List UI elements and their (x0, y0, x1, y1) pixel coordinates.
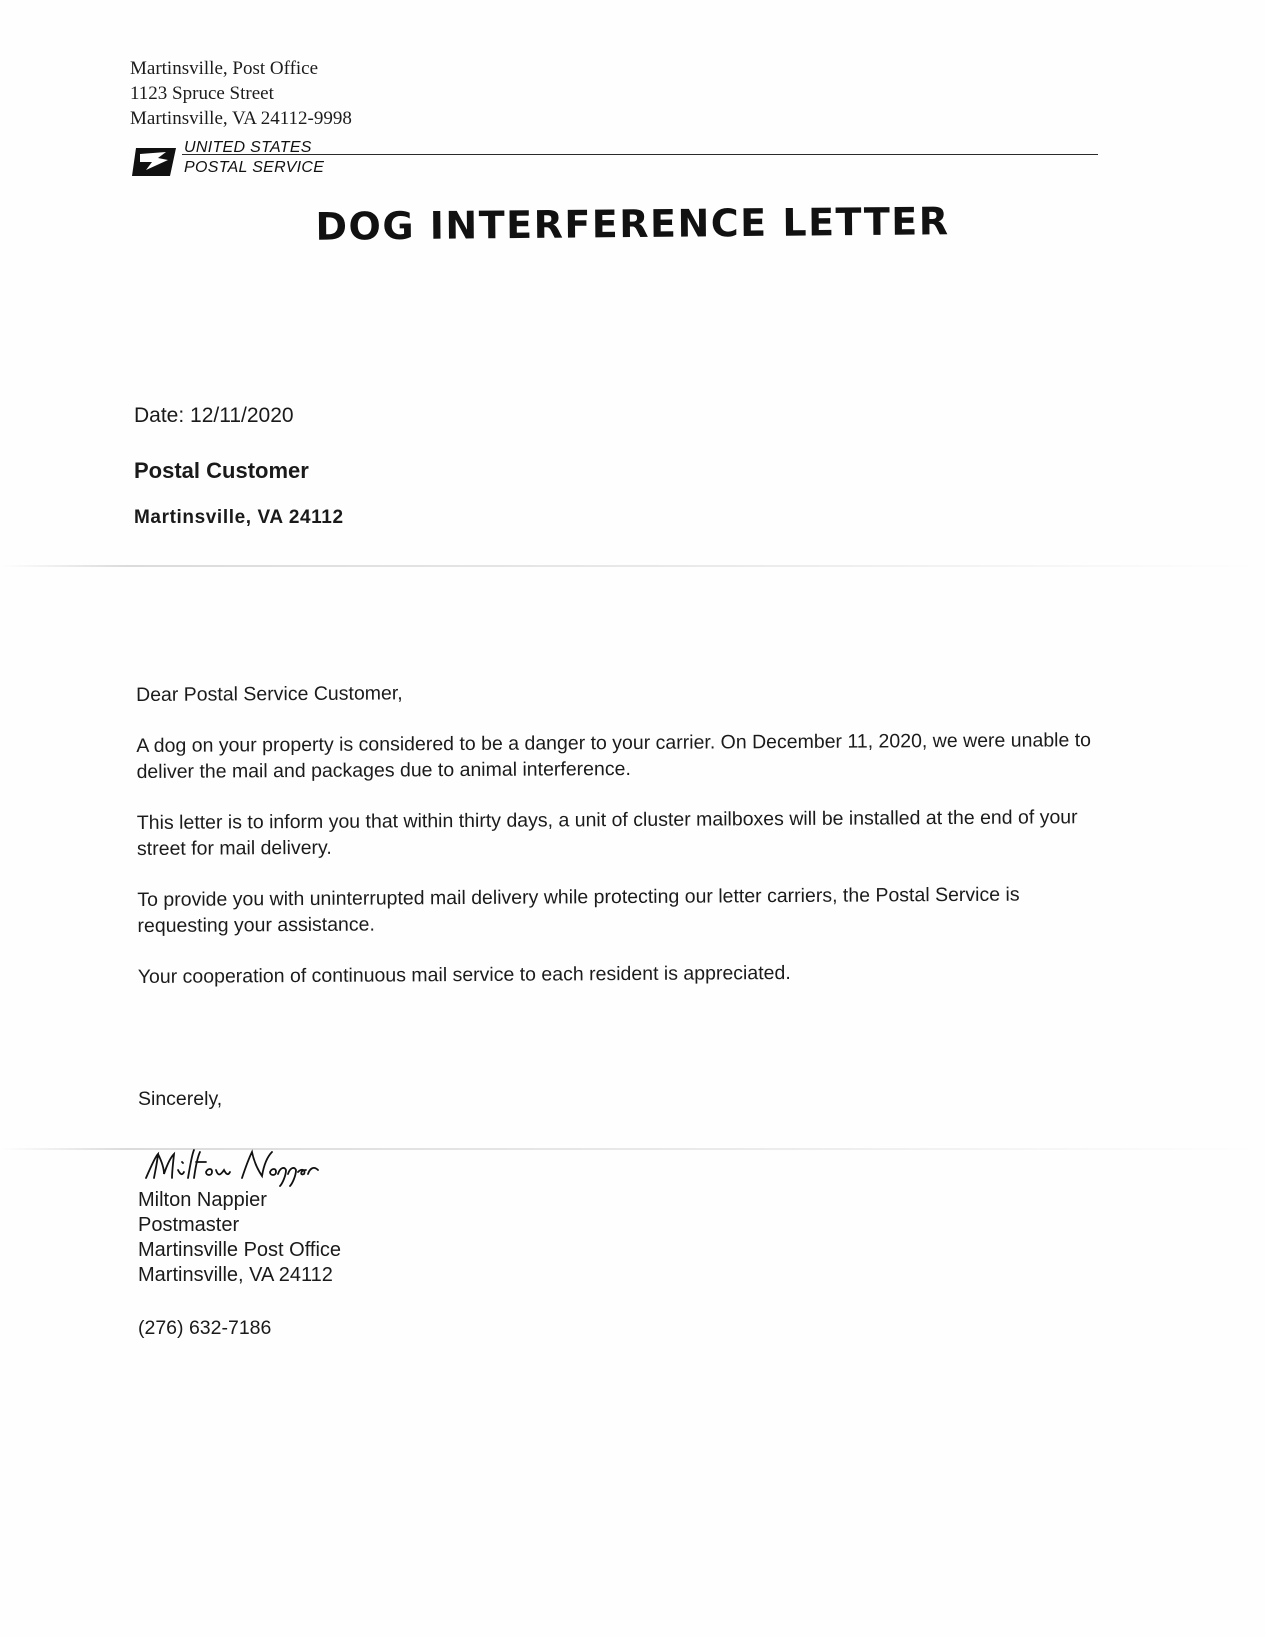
phone-number: (276) 632-7186 (138, 1317, 272, 1339)
salutation: Dear Postal Service Customer, (136, 682, 403, 706)
usps-wordmark-line: UNITED STATES (184, 139, 312, 156)
body-paragraph: Your cooperation of continuous mail service to each resident is appreciated. (137, 962, 791, 988)
usps-wordmark-line: POSTAL SERVICE (184, 159, 325, 176)
return-address-line: 1123 Spruce Street (130, 83, 274, 104)
usps-wordmark (184, 138, 324, 178)
signer-city: Martinsville, VA 24112 (138, 1264, 333, 1286)
body-paragraph: This letter is to inform you that within thirty days, a unit of cluster mailboxes will be installed at the end of your street for mail delivery. (136, 806, 1078, 860)
letter-body (136, 676, 1104, 1015)
usps-letterhead (132, 136, 1098, 182)
body-paragraph: To provide you with uninterrupted mail delivery while protecting our letter carriers, the Postal Service is requesting your assistance. (137, 883, 1020, 937)
usps-eagle-logo-icon (132, 144, 176, 176)
signature-block (138, 1188, 341, 1288)
return-address-line: Martinsville, VA 24112-9998 (130, 108, 352, 129)
recipient-city: Martinsville, VA 24112 (134, 507, 344, 528)
return-address (130, 56, 352, 131)
signer-title: Postmaster (138, 1214, 240, 1236)
signer-office: Martinsville Post Office (138, 1239, 342, 1261)
handwritten-signature (142, 1144, 322, 1188)
signer-name: Milton Nappier (138, 1189, 267, 1211)
body-paragraph: A dog on your property is considered to be a danger to your carrier. On December 11, 2020, we were unable to deliver the mail and packages due to animal interference. (136, 729, 1092, 783)
letter-date: Date: 12/11/2020 (134, 404, 294, 427)
return-address-line: Martinsville, Post Office (130, 58, 319, 79)
closing: Sincerely, (138, 1088, 223, 1110)
paper-fold-line (0, 565, 1265, 567)
letter-title: DOG INTERFERENCE LETTER (315, 199, 950, 249)
recipient-name: Postal Customer (134, 458, 309, 483)
